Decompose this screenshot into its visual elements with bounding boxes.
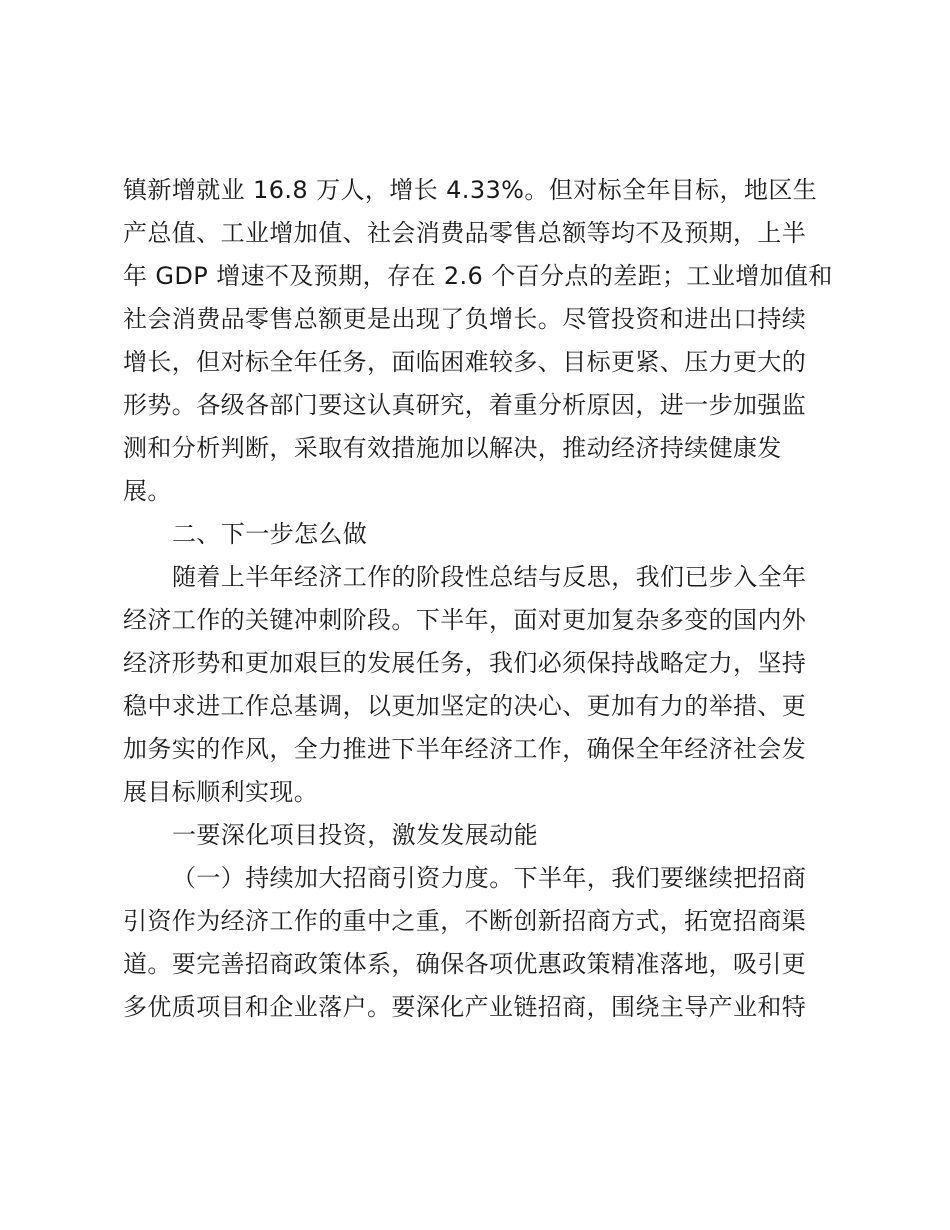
paragraph-line: 年 GDP 增速不及预期，存在 2.6 个百分点的差距；工业增加值和	[123, 262, 833, 290]
paragraph-line: 展目标顺利实现。	[123, 778, 319, 806]
paragraph-line: 多优质项目和企业落户。要深化产业链招商，围绕主导产业和特	[123, 993, 807, 1021]
paragraph-line: （一）持续加大招商引资力度。下半年，我们要继续把招商	[172, 864, 807, 892]
paragraph-line: 加务实的作风，全力推进下半年经济工作，确保全年经济社会发	[123, 735, 807, 763]
paragraph-line: 形势。各级各部门要这认真研究，着重分析原因，进一步加强监	[123, 391, 807, 419]
paragraph-line: 展。	[123, 477, 172, 505]
paragraph-line: 经济形势和更加艰巨的发展任务，我们必须保持战略定力，坚持	[123, 649, 807, 677]
section-heading: 二、下一步怎么做	[172, 520, 368, 548]
paragraph-line: 测和分析判断，采取有效措施加以解决，推动经济持续健康发	[123, 434, 782, 462]
paragraph-line: 产总值、工业增加值、社会消费品零售总额等均不及预期，上半	[123, 219, 807, 247]
paragraph-line: 增长，但对标全年任务，面临困难较多、目标更紧、压力更大的	[123, 348, 807, 376]
paragraph-line: 随着上半年经济工作的阶段性总结与反思，我们已步入全年	[172, 563, 807, 591]
paragraph-line: 稳中求进工作总基调，以更加坚定的决心、更加有力的举措、更	[123, 692, 807, 720]
paragraph-line: 引资作为经济工作的重中之重，不断创新招商方式，拓宽招商渠	[123, 907, 807, 935]
subsection-heading: 一要深化项目投资，激发发展动能	[172, 821, 538, 849]
paragraph-line: 镇新增就业 16.8 万人，增长 4.33%。但对标全年目标，地区生	[123, 176, 818, 204]
paragraph-line: 经济工作的关键冲刺阶段。下半年，面对更加复杂多变的国内外	[123, 606, 807, 634]
paragraph-line: 道。要完善招商政策体系，确保各项优惠政策精准落地，吸引更	[123, 950, 807, 978]
paragraph-line: 社会消费品零售总额更是出现了负增长。尽管投资和进出口持续	[123, 305, 807, 333]
